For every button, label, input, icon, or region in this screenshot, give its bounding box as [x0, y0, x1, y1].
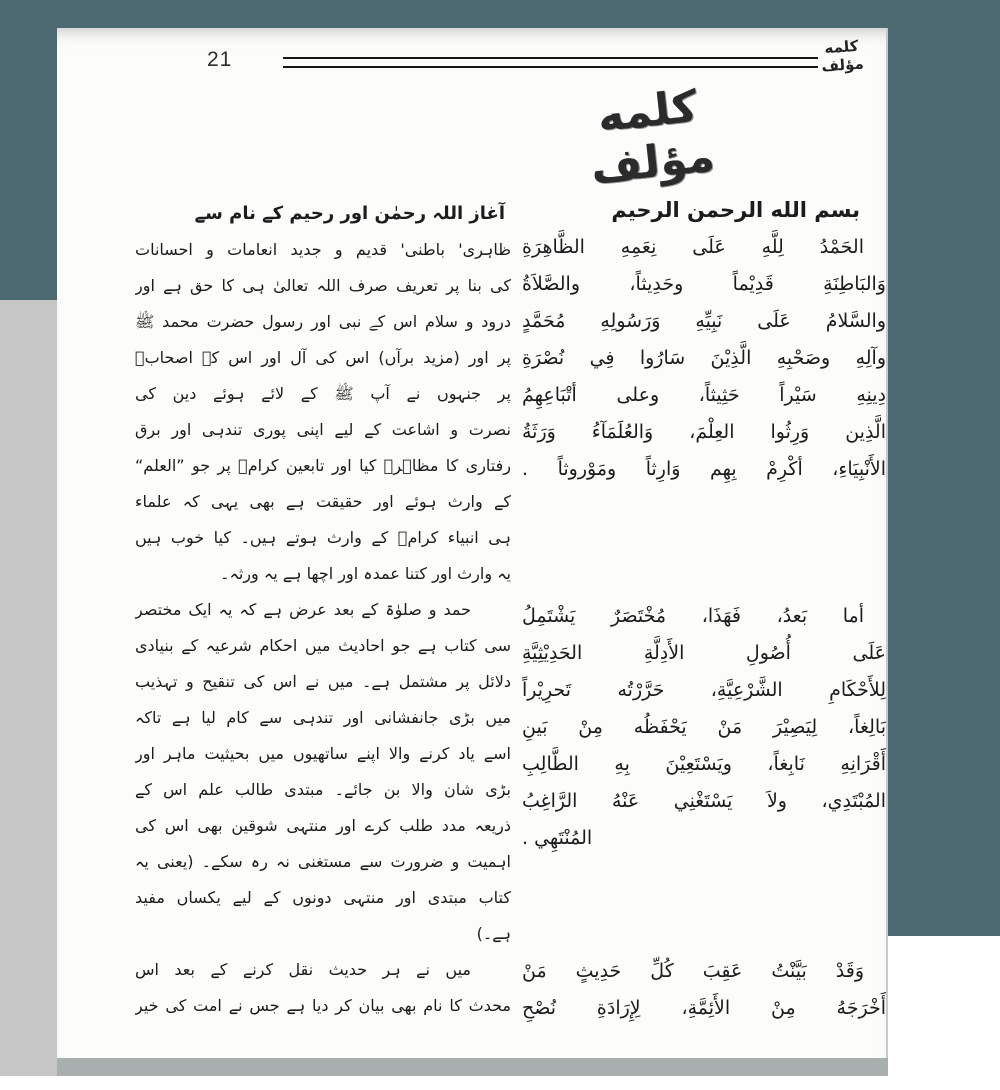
- text-line: والسَّلامُ عَلَى نَبِيِّهِ وَرَسُولِهِ مُحَمَّدٍ: [522, 310, 886, 332]
- urdu-heading: آغاز اللہ رحمٰن اور رحیم کے نام سے: [194, 203, 505, 224]
- text-line: پر جنہوں نے آپ ﷺ کے لائے ہوئے دین کی: [135, 384, 511, 403]
- arabic-paragraph-2: [522, 635, 886, 820]
- urdu-paragraph-2-first-line: حمد و صلوٰۃ کے بعد عرض ہے کہ یہ ایک مختصر: [135, 600, 471, 619]
- scan-edge-bottom: [57, 1058, 888, 1076]
- text-line: دلائل پر مشتمل ہے۔ میں نے اس کی تنقیح و تہذیب: [135, 672, 511, 691]
- running-header-title: كلمه مؤلف: [820, 36, 865, 76]
- arabic-paragraph-1-first-line: الحَمْدُ لِلَّهِ عَلَى نِعَمِهِ الظَّاهِرَةِ: [522, 236, 864, 258]
- text-line: کے وارث ہوئے اور حقیقت ہے بھی یہی کہ علماء: [135, 492, 511, 511]
- arabic-paragraph-1: [522, 266, 886, 451]
- text-line: الَّذِين وَرِثُوا العِلْمَ، وَالعُلَمَآءُ وَرَثَةُ: [522, 421, 886, 443]
- page-number: 21: [207, 48, 233, 71]
- text-line: میں بڑی جانفشانی اور تندہی سے کام لیا ہے تاکہ: [135, 708, 511, 727]
- column-gap-1: [522, 488, 886, 598]
- basmala: بسم الله الرحمن الرحيم: [611, 198, 860, 222]
- text-line: أَقْرَانِهِ نَابِغاً، ويَسْتَعِيْنَ بِهِ الطَّالِبِ: [522, 753, 886, 775]
- text-line: لِلأَحْكَامِ الشَّرْعِيَّةِ، حَرَّرْتُه تَحرِيْراً: [522, 679, 886, 701]
- text-line: اسے یاد کرنے والا اپنے ساتھیوں میں بحیثیت ماہر اور: [135, 744, 511, 763]
- text-line: ذریعہ مدد طلب کرے اور منتہی شوقین بھی اس کی: [135, 816, 511, 835]
- text-line: بڑی شان والا بن جائے۔ مبتدی طالب علم اس کے: [135, 780, 511, 799]
- background-frame-right: [886, 0, 1000, 936]
- arabic-paragraph-3-line-2: أَخْرَجَهُ مِنْ الأَئِمَّةِ، لِإِرَادَةِ نُصْحِ: [522, 997, 886, 1019]
- text-line: وآلِهِ وصَحْبِهِ الَّذِيْنَ سَارُوا فِي نُصْرَةِ: [522, 347, 886, 369]
- arabic-paragraph-2-first-line: أما بَعدُ، فَهَذَا، مُخْتَصَرٌ يَشْتَمِلُ: [522, 605, 864, 627]
- urdu-paragraph-3-line-2: محدث کا نام بھی بیان کر دیا ہے جس نے امت کی خیر: [135, 996, 511, 1015]
- text-line: کی بنا پر تعریف صرف اللہ تعالیٰ ہی کا حق ہے اور: [135, 276, 511, 295]
- text-line: ہی انبیاء کرامؑ کے وارث ہوتے ہیں۔ کیا خوب ہیں: [135, 528, 511, 547]
- arabic-paragraph-2-last-line: المُنْتَهِي .: [522, 827, 593, 849]
- arabic-column: [522, 192, 886, 1027]
- text-line: پر اور (مزید برآں) اس کی آل اور اس کے اصحابؓ: [135, 348, 511, 367]
- text-line: اہمیت و ضرورت سے مستغنی نہ رہ سکے۔ (یعنی یہ: [135, 852, 511, 871]
- column-gap-2: [522, 857, 886, 953]
- scan-edge-left: [0, 300, 57, 1076]
- text-line: درود و سلام اس کے نبی اور رسول حضرت محمد ﷺ: [135, 312, 511, 331]
- urdu-paragraph-1-last-line: یہ وارث اور کتنا عمدہ اور اچھا ہے یہ ورثہ۔: [220, 564, 511, 583]
- arabic-paragraph-1-last-line: الأَنْبِيَاءِ، أكْرِمْ بِهِم وَارِثاً ومَوْروثاً .: [522, 458, 886, 480]
- urdu-column: [135, 196, 511, 1024]
- book-page: [57, 28, 888, 1058]
- text-line: سی کتاب ہے جو احادیث میں احکام شرعیہ کے بنیادی: [135, 636, 511, 655]
- text-line: دِينِهِ سَيْراً حَثِيثاً، وعلى أتْبَاعِهِمُ: [522, 384, 886, 406]
- text-line: نصرت و اشاعت کے لیے اپنی پوری تندہی اور برق: [135, 420, 511, 439]
- chapter-title-calligraphy: كلمه مؤلف: [588, 81, 717, 195]
- text-line: عَلَى أُصُولِ الأَدِلَّةِ الحَدِيْثِيَّةِ: [522, 642, 886, 664]
- text-line: کتاب مبتدی اور منتہی دونوں کے لیے یکساں مفید: [135, 888, 511, 907]
- urdu-paragraph-3-first-line: میں نے ہر حدیث نقل کرنے کے بعد اس: [135, 960, 471, 979]
- text-line: رفتاری کا مظاہرہ کیا اور تابعین کرامؒ پر جو ”العلم“: [135, 456, 511, 475]
- text-line: ظاہری' باطنی' قدیم و جدید انعامات و احسانات: [135, 240, 511, 259]
- header-double-rule: [283, 57, 818, 68]
- text-line: المُبْتَدِي، ولاَ يَسْتَغْنِي عَنْهُ الرَّاغِبُ: [522, 790, 886, 812]
- urdu-paragraph-2: [135, 628, 511, 916]
- text-line: بَالِغاً، لِيَصِيْرَ مَنْ يَحْفَظُه مِنْ بَينِ: [522, 716, 886, 738]
- text-line: وَالبَاطِنَةِ قَدِيْماً وحَدِيثاً، والصَّلاَةُ: [522, 273, 886, 295]
- urdu-paragraph-2-last-line: ہے۔): [476, 924, 511, 943]
- arabic-paragraph-3-first-line: وَقَدْ بَيَّنْتُ عَقِبَ كُلِّ حَدِيثٍ مَنْ: [522, 960, 864, 982]
- urdu-paragraph-1: [135, 232, 511, 556]
- background-frame-top: [0, 0, 1000, 28]
